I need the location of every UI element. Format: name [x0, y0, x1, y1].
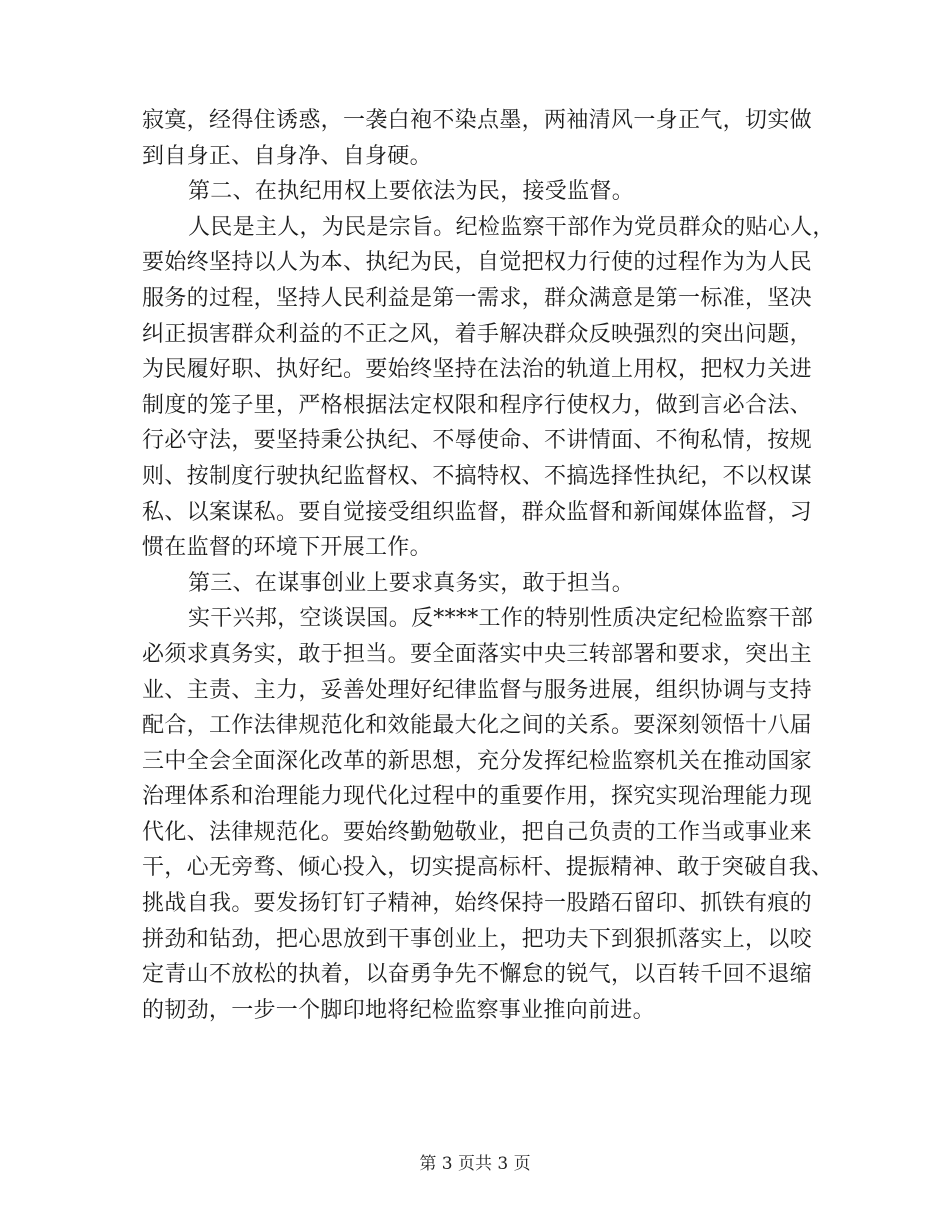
text-line: 三中全会全面深化改革的新思想，充分发挥纪检监察机关在推动国家: [142, 748, 812, 774]
text-line: 第三、在谋事创业上要求真务实，敢于担当。: [188, 570, 635, 596]
text-line: 私、以案谋私。要自觉接受组织监督，群众监督和新闻媒体监督，习: [142, 499, 812, 525]
text-line: 实干兴邦，空谈误国。反****工作的特别性质决定纪检监察干部: [188, 606, 814, 632]
text-line: 代化、法律规范化。要始终勤勉敬业，把自己负责的工作当或事业来: [142, 819, 812, 845]
text-line: 的韧劲，一步一个脚印地将纪检监察事业推向前进。: [142, 997, 655, 1023]
text-line: 则、按制度行驶执纪监督权、不搞特权、不搞选择性执纪，不以权谋: [142, 463, 812, 489]
text-line: 配合，工作法律规范化和效能最大化之间的关系。要深刻领悟十八届: [142, 713, 812, 739]
text-line: 为民履好职、执好纪。要始终坚持在法治的轨道上用权，把权力关进: [142, 357, 812, 383]
text-line: 要始终坚持以人为本、执纪为民，自觉把权力行使的过程作为为人民: [142, 250, 812, 276]
text-line: 治理体系和治理能力现代化过程中的重要作用，探究实现治理能力现: [142, 784, 812, 810]
text-line: 制度的笼子里，严格根据法定权限和程序行使权力，做到言必合法、: [142, 392, 812, 418]
text-line: 到自身正、自身净、自身硬。: [142, 143, 432, 169]
text-line: 行必守法，要坚持秉公执纪、不辱使命、不讲情面、不徇私情，按规: [142, 428, 812, 454]
text-line: 第二、在执纪用权上要依法为民，接受监督。: [188, 179, 635, 205]
text-line: 纠正损害群众利益的不正之风，着手解决群众反映强烈的突出问题，: [142, 321, 812, 347]
text-line: 人民是主人，为民是宗旨。纪检监察干部作为党员群众的贴心人，: [188, 214, 835, 240]
text-line: 惯在监督的环境下开展工作。: [142, 535, 432, 561]
text-line: 干，心无旁骛、倾心投入，切实提高标杆、提振精神、敢于突破自我、: [142, 855, 834, 881]
text-line: 寂寞，经得住诱惑，一袭白袍不染点墨，两袖清风一身正气，切实做: [142, 108, 812, 133]
text-line: 拼劲和钻劲，把心思放到干事创业上，把功夫下到狠抓落实上，以咬: [142, 926, 812, 952]
page-number-footer: 第 3 页共 3 页: [419, 1154, 531, 1174]
text-line: 挑战自我。要发扬钉钉子精神，始终保持一股踏石留印、抓铁有痕的: [142, 891, 812, 917]
text-line: 业、主责、主力，妥善处理好纪律监督与服务进展，组织协调与支持: [142, 677, 812, 703]
text-line: 定青山不放松的执着，以奋勇争先不懈怠的锐气，以百转千回不退缩: [142, 962, 812, 988]
document-body: [142, 103, 835, 1028]
text-line: 服务的过程，坚持人民利益是第一需求，群众满意是第一标准，坚决: [142, 285, 812, 311]
text-line: 必须求真务实，敢于担当。要全面落实中央三转部署和要求，突出主: [142, 641, 812, 667]
